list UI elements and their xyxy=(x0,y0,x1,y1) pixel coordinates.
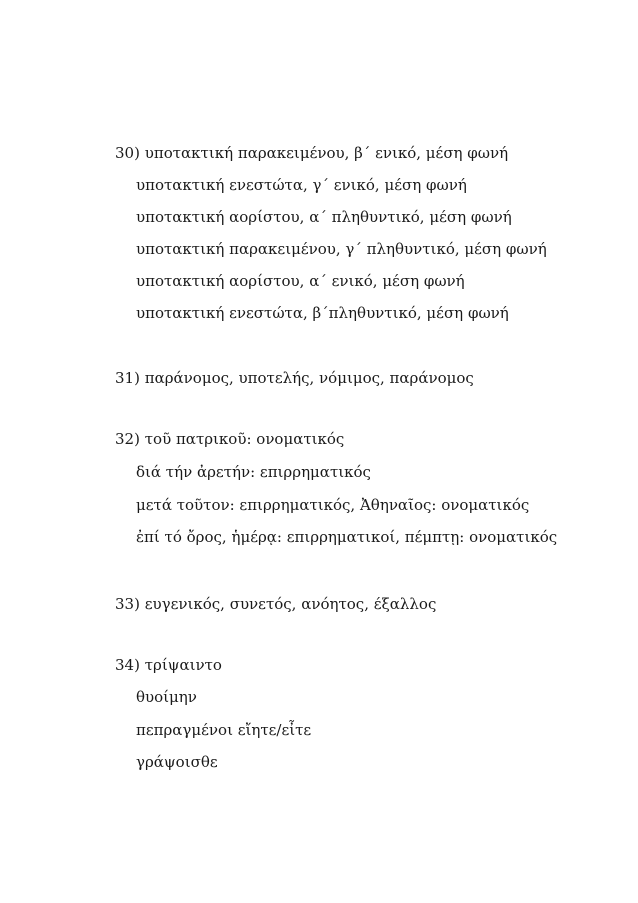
answer-text: ευγενικός, συνετός, ανόητος, έξαλλος xyxy=(144,595,437,613)
section-30-item-1: υποτακτική ενεστώτα, γ΄ ενικό, μέση φωνή xyxy=(136,176,467,194)
answer-text: τρίψαιντο xyxy=(144,656,222,674)
section-34-item-2: πεπραγμένοι εἴητε/εἶτε xyxy=(136,721,312,739)
answer-text: παράνομος, υποτελής, νόμιμος, παράνομος xyxy=(144,369,474,387)
answer-text: τοῦ πατρικοῦ: ονοματικός xyxy=(144,430,345,448)
section-number: 33) xyxy=(115,595,140,613)
section-number: 34) xyxy=(115,656,140,674)
section-32-item-3: ἐπί τό ὄρος, ἡμέρᾳ: επιρρηματικοί, πέμπτῃ: ονοματικός xyxy=(136,528,558,546)
section-32-item-1: διά τήν ἀρετήν: επιρρηματικός xyxy=(136,463,371,481)
section-30-item-3: υποτακτική παρακειμένου, γ΄ πληθυντικό, μέση φωνή xyxy=(136,240,547,258)
answer-text: υποτακτική παρακειμένου, β΄ ενικό, μέση φωνή xyxy=(144,144,509,162)
section-34-item-1: θυοίμην xyxy=(136,688,197,706)
section-32-item-2: μετά τοῦτον: επιρρηματικός, Ἀθηναῖος: ονοματικός xyxy=(136,496,530,514)
section-number: 32) xyxy=(115,430,140,448)
section-32-first-line xyxy=(115,429,344,449)
section-34-first-line xyxy=(115,655,222,675)
section-30-first-line xyxy=(115,143,508,163)
section-31-first-line xyxy=(115,368,474,388)
section-34-item-3: γράψοισθε xyxy=(136,753,218,771)
section-number: 30) xyxy=(115,144,140,162)
section-30-item-5: υποτακτική ενεστώτα, β΄πληθυντικό, μέση φωνή xyxy=(136,304,509,322)
section-30-item-2: υποτακτική αορίστου, α΄ πληθυντικό, μέση φωνή xyxy=(136,208,512,226)
section-30-item-4: υποτακτική αορίστου, α΄ ενικό, μέση φωνή xyxy=(136,272,465,290)
section-33-first-line xyxy=(115,594,436,614)
section-number: 31) xyxy=(115,369,140,387)
